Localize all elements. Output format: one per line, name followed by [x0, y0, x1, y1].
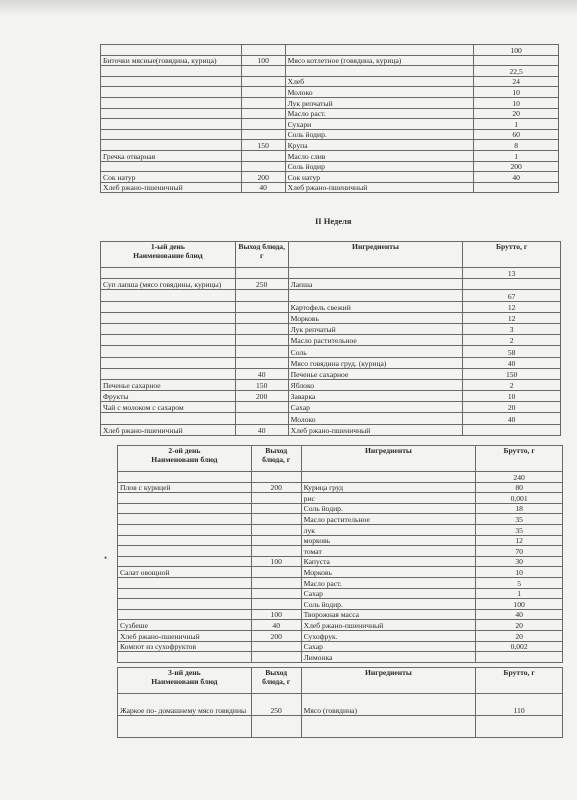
table-row: [101, 335, 561, 346]
header-row: [118, 668, 563, 694]
brutto-cell: 24: [474, 76, 559, 87]
table-row: [101, 119, 559, 130]
ingredient-cell: Масло раст.: [301, 577, 476, 588]
yield-cell: [241, 45, 285, 56]
table-row: [118, 588, 563, 599]
table-row: [118, 567, 563, 578]
table-row: [118, 599, 563, 610]
yield-cell: [251, 535, 301, 546]
dish-name-cell: [118, 716, 252, 738]
yield-cell: [251, 472, 301, 483]
brutto-cell: [476, 716, 563, 738]
ingredient-cell: Сухари: [285, 119, 474, 130]
yield-cell: [241, 66, 285, 77]
dish-name-cell: [101, 290, 236, 301]
brutto-cell: 1: [474, 119, 559, 130]
brutto-cell: 40: [474, 172, 559, 183]
dish-name-cell: [118, 503, 252, 514]
menu-table-day3: [117, 667, 563, 738]
column-header: Выход блюда, г: [251, 446, 301, 472]
ingredient-cell: Масло слив: [285, 150, 474, 161]
dish-name-cell: [118, 588, 252, 599]
yield-cell: 100: [251, 556, 301, 567]
ingredient-cell: [285, 45, 474, 56]
brutto-cell: 20: [476, 630, 563, 641]
ingredient-cell: [285, 66, 474, 77]
dish-name-cell: Салат овощной: [118, 567, 252, 578]
column-header: Брутто, г: [463, 242, 561, 268]
dish-name-cell: [118, 524, 252, 535]
table-row: [101, 379, 561, 390]
dish-name-cell: [118, 546, 252, 557]
brutto-cell: 30: [476, 556, 563, 567]
table-row: [101, 391, 561, 402]
dish-name-cell: [101, 45, 242, 56]
ingredient-cell: Масло растительное: [288, 335, 463, 346]
brutto-cell: 5: [476, 577, 563, 588]
dish-name-cell: [101, 413, 236, 424]
ingredient-cell: [288, 290, 463, 301]
dish-name-cell: [101, 323, 236, 334]
table-row: [118, 620, 563, 631]
yield-cell: [251, 546, 301, 557]
yield-cell: [235, 413, 288, 424]
brutto-cell: 40: [463, 413, 561, 424]
ingredient-cell: Картофель свежий: [288, 301, 463, 312]
table-row: [101, 97, 559, 108]
table-row: [101, 413, 561, 424]
yield-cell: [251, 567, 301, 578]
table-row: [101, 301, 561, 312]
yield-cell: [241, 108, 285, 119]
brutto-cell: 20: [474, 108, 559, 119]
brutto-cell: 10: [476, 567, 563, 578]
brutto-cell: 0,002: [476, 641, 563, 652]
yield-cell: [235, 402, 288, 413]
table-row: [118, 493, 563, 504]
dish-name-cell: [118, 472, 252, 483]
header-row: [101, 242, 561, 268]
dish-name-cell: [118, 609, 252, 620]
table-row: [101, 129, 559, 140]
ingredient-cell: [301, 472, 476, 483]
yield-cell: 250: [235, 279, 288, 290]
yield-cell: [251, 493, 301, 504]
brutto-cell: 20: [476, 620, 563, 631]
header-label: Наименовани блюд: [151, 677, 218, 686]
yield-cell: [241, 129, 285, 140]
dish-name-cell: [101, 368, 236, 379]
column-header: Выход блюда, г: [235, 242, 288, 268]
brutto-cell: [476, 652, 563, 663]
ingredient-cell: морковь: [301, 535, 476, 546]
ingredient-cell: Хлеб: [285, 76, 474, 87]
table-row: [118, 482, 563, 493]
brutto-cell: 13: [463, 268, 561, 279]
brutto-cell: 1: [474, 150, 559, 161]
yield-cell: [241, 150, 285, 161]
dish-name-cell: Биточки мясные(говядина, курица): [101, 55, 242, 66]
brutto-cell: 3: [463, 323, 561, 334]
table-row: [118, 630, 563, 641]
ingredient-cell: Соль йодир.: [301, 503, 476, 514]
table-row: [118, 472, 563, 483]
yield-cell: [241, 161, 285, 172]
yield-cell: 250: [251, 694, 301, 716]
table-row: [101, 150, 559, 161]
ingredient-cell: [301, 716, 476, 738]
dish-name-cell: Хлеб ржано-пшеничный: [101, 424, 236, 435]
yield-cell: 200: [251, 630, 301, 641]
table-row: [101, 346, 561, 357]
ingredient-cell: Лук репчатый: [288, 323, 463, 334]
yield-cell: 100: [251, 609, 301, 620]
column-header: Ингредиенты: [288, 242, 463, 268]
yield-cell: [241, 87, 285, 98]
ingredient-cell: Морковь: [301, 567, 476, 578]
dish-name-cell: [101, 140, 242, 151]
brutto-cell: 35: [476, 514, 563, 525]
day-label: 2-ой день: [168, 446, 201, 455]
table-row: [101, 172, 559, 183]
yield-cell: [235, 357, 288, 368]
ingredient-cell: Мясо котлетное (говядина, курица): [285, 55, 474, 66]
table-row: [101, 55, 559, 66]
ingredient-cell: рис: [301, 493, 476, 504]
brutto-cell: 150: [463, 368, 561, 379]
dish-name-cell: [118, 556, 252, 567]
table-row: [101, 368, 561, 379]
dish-name-cell: [101, 87, 242, 98]
ingredient-cell: Мясо говядина груд. (курица): [288, 357, 463, 368]
table-row: [101, 323, 561, 334]
ingredient-cell: Морковь: [288, 312, 463, 323]
yield-cell: 200: [251, 482, 301, 493]
brutto-cell: 1: [476, 588, 563, 599]
table-row: [118, 577, 563, 588]
dish-name-cell: [101, 312, 236, 323]
dish-name-cell: Чай с молоком с сахаром: [101, 402, 236, 413]
ingredient-cell: Сахар: [301, 641, 476, 652]
dish-name-cell: Хлеб ржано-пшеничный: [101, 182, 242, 193]
brutto-cell: [474, 55, 559, 66]
ingredient-cell: Заварка: [288, 391, 463, 402]
dish-name-cell: Печенье сахарное: [101, 379, 236, 390]
brutto-cell: 18: [476, 503, 563, 514]
dish-name-cell: Гречка отварная: [101, 150, 242, 161]
week-title: II Неделя: [315, 216, 352, 226]
brutto-cell: 60: [474, 129, 559, 140]
brutto-cell: 10: [474, 87, 559, 98]
brutto-cell: 80: [476, 482, 563, 493]
yield-cell: [251, 641, 301, 652]
dish-name-cell: [118, 577, 252, 588]
yield-cell: [251, 514, 301, 525]
ingredient-cell: Молоко: [285, 87, 474, 98]
brutto-cell: 2: [463, 335, 561, 346]
table-row: [118, 524, 563, 535]
yield-cell: 150: [241, 140, 285, 151]
table-row: [101, 402, 561, 413]
table-row: [101, 45, 559, 56]
column-header: Выход блюда, г: [251, 668, 301, 694]
yield-cell: [251, 599, 301, 610]
ingredient-cell: Крупа: [285, 140, 474, 151]
ingredient-cell: Масло растительное: [301, 514, 476, 525]
dish-name-cell: [118, 652, 252, 663]
menu-table-day1: [100, 241, 561, 436]
table-row: [101, 161, 559, 172]
ingredient-cell: Соль йодир.: [301, 599, 476, 610]
ingredient-cell: [288, 268, 463, 279]
brutto-cell: [463, 424, 561, 435]
yield-cell: [241, 119, 285, 130]
dish-name-cell: [101, 108, 242, 119]
brutto-cell: 8: [474, 140, 559, 151]
ingredient-cell: Яблоко: [288, 379, 463, 390]
header-label: Наименовани блюд: [151, 455, 218, 464]
brutto-cell: 2: [463, 379, 561, 390]
dish-name-cell: [101, 346, 236, 357]
ingredient-cell: Хлеб ржано-пшеничный: [285, 182, 474, 193]
dish-name-cell: [101, 119, 242, 130]
ingredient-cell: Курица груд: [301, 482, 476, 493]
column-header: [118, 446, 252, 472]
table-row: [101, 290, 561, 301]
table-row: [118, 694, 563, 716]
ingredient-cell: Капуста: [301, 556, 476, 567]
table-row: [101, 268, 561, 279]
dish-name-cell: [101, 97, 242, 108]
yield-cell: [251, 588, 301, 599]
dish-name-cell: [118, 535, 252, 546]
yield-cell: [241, 76, 285, 87]
column-header: Ингредиенты: [301, 668, 476, 694]
table-row: [118, 556, 563, 567]
header-row: [118, 446, 563, 472]
ingredient-cell: томат: [301, 546, 476, 557]
table-row: [101, 357, 561, 368]
yield-cell: [251, 716, 301, 738]
brutto-cell: 100: [476, 599, 563, 610]
table-row: [101, 76, 559, 87]
ingredient-cell: лук: [301, 524, 476, 535]
menu-table-day2: [117, 445, 563, 663]
brutto-cell: 40: [476, 609, 563, 620]
yield-cell: [241, 97, 285, 108]
ingredient-cell: Мясо (говядина): [301, 694, 476, 716]
brutto-cell: 10: [474, 97, 559, 108]
yield-cell: 200: [235, 391, 288, 402]
yield-cell: 150: [235, 379, 288, 390]
brutto-cell: 67: [463, 290, 561, 301]
dish-name-cell: [101, 357, 236, 368]
brutto-cell: 22,5: [474, 66, 559, 77]
yield-cell: [251, 652, 301, 663]
brutto-cell: [463, 279, 561, 290]
dish-name-cell: [101, 66, 242, 77]
ingredient-cell: Соль йодир.: [285, 129, 474, 140]
brutto-cell: 12: [476, 535, 563, 546]
brutto-cell: 35: [476, 524, 563, 535]
brutto-cell: 0,001: [476, 493, 563, 504]
column-header: [118, 668, 252, 694]
brutto-cell: 200: [474, 161, 559, 172]
yield-cell: 40: [241, 182, 285, 193]
brutto-cell: 100: [474, 45, 559, 56]
yield-cell: [251, 577, 301, 588]
yield-cell: 40: [235, 424, 288, 435]
scan-edge: [0, 0, 577, 16]
table-row: [118, 716, 563, 738]
ingredient-cell: Сахар: [301, 588, 476, 599]
brutto-cell: 12: [463, 301, 561, 312]
table-row: [101, 87, 559, 98]
dish-name-cell: [101, 76, 242, 87]
column-header: [101, 242, 236, 268]
dish-name-cell: [101, 161, 242, 172]
brutto-cell: 10: [463, 391, 561, 402]
column-header: Ингредиенты: [301, 446, 476, 472]
dish-name-cell: Сок натур: [101, 172, 242, 183]
table-row: [101, 424, 561, 435]
table-row: [118, 609, 563, 620]
ingredient-cell: Лапша: [288, 279, 463, 290]
table-row: [101, 279, 561, 290]
ingredient-cell: Лук репчатый: [285, 97, 474, 108]
table-row: [118, 641, 563, 652]
yield-cell: [235, 346, 288, 357]
brutto-cell: 40: [463, 357, 561, 368]
brutto-cell: 70: [476, 546, 563, 557]
ingredient-cell: Масло раст.: [285, 108, 474, 119]
dish-name-cell: [118, 514, 252, 525]
table-row: [118, 514, 563, 525]
table-row: [101, 108, 559, 119]
brutto-cell: 58: [463, 346, 561, 357]
scan-dot: •: [104, 553, 108, 563]
ingredient-cell: Сок натур: [285, 172, 474, 183]
yield-cell: 40: [251, 620, 301, 631]
ingredient-cell: Соль: [288, 346, 463, 357]
dish-name-cell: [101, 335, 236, 346]
day-label: 1-ый день: [150, 242, 185, 251]
dish-name-cell: Плов с курицей: [118, 482, 252, 493]
yield-cell: [235, 268, 288, 279]
yield-cell: [251, 503, 301, 514]
brutto-cell: 240: [476, 472, 563, 483]
yield-cell: [251, 524, 301, 535]
ingredient-cell: Молоко: [288, 413, 463, 424]
ingredient-cell: Сухофрук.: [301, 630, 476, 641]
ingredient-cell: Сахар: [288, 402, 463, 413]
yield-cell: 40: [235, 368, 288, 379]
brutto-cell: 12: [463, 312, 561, 323]
table-row: [118, 535, 563, 546]
ingredient-cell: Творожная масса: [301, 609, 476, 620]
brutto-cell: 110: [476, 694, 563, 716]
dish-name-cell: Хлеб ржано-пшеничный: [118, 630, 252, 641]
header-label: Наименование блюд: [133, 251, 203, 260]
dish-name-cell: [118, 599, 252, 610]
table-row: [101, 312, 561, 323]
brutto-cell: [474, 182, 559, 193]
yield-cell: [235, 323, 288, 334]
yield-cell: 100: [241, 55, 285, 66]
dish-name-cell: [118, 493, 252, 504]
yield-cell: [235, 335, 288, 346]
menu-table-top: [100, 44, 559, 193]
yield-cell: [235, 312, 288, 323]
dish-name-cell: Жаркое по- домашнему мясо говядины: [118, 694, 252, 716]
table-row: [101, 140, 559, 151]
day-label: 3-ий день: [168, 668, 201, 677]
yield-cell: 200: [241, 172, 285, 183]
column-header: Брутто, г: [476, 668, 563, 694]
ingredient-cell: Печенье сахарное: [288, 368, 463, 379]
table-row: [118, 652, 563, 663]
ingredient-cell: Соль йодир: [285, 161, 474, 172]
yield-cell: [235, 290, 288, 301]
yield-cell: [235, 301, 288, 312]
dish-name-cell: Сузбеше: [118, 620, 252, 631]
table-row: [118, 503, 563, 514]
dish-name-cell: [101, 268, 236, 279]
table-row: [118, 546, 563, 557]
dish-name-cell: [101, 129, 242, 140]
ingredient-cell: Лимонка: [301, 652, 476, 663]
dish-name-cell: Компот из сухофруктов: [118, 641, 252, 652]
table-row: [101, 66, 559, 77]
ingredient-cell: Хлеб ржано-пшеничный: [301, 620, 476, 631]
dish-name-cell: [101, 301, 236, 312]
column-header: Брутто, г: [476, 446, 563, 472]
brutto-cell: 20: [463, 402, 561, 413]
ingredient-cell: Хлеб ржано-пшеничный: [288, 424, 463, 435]
dish-name-cell: Фрукты: [101, 391, 236, 402]
table-row: [101, 182, 559, 193]
dish-name-cell: Суп лапша (мясо говядины, курицы): [101, 279, 236, 290]
